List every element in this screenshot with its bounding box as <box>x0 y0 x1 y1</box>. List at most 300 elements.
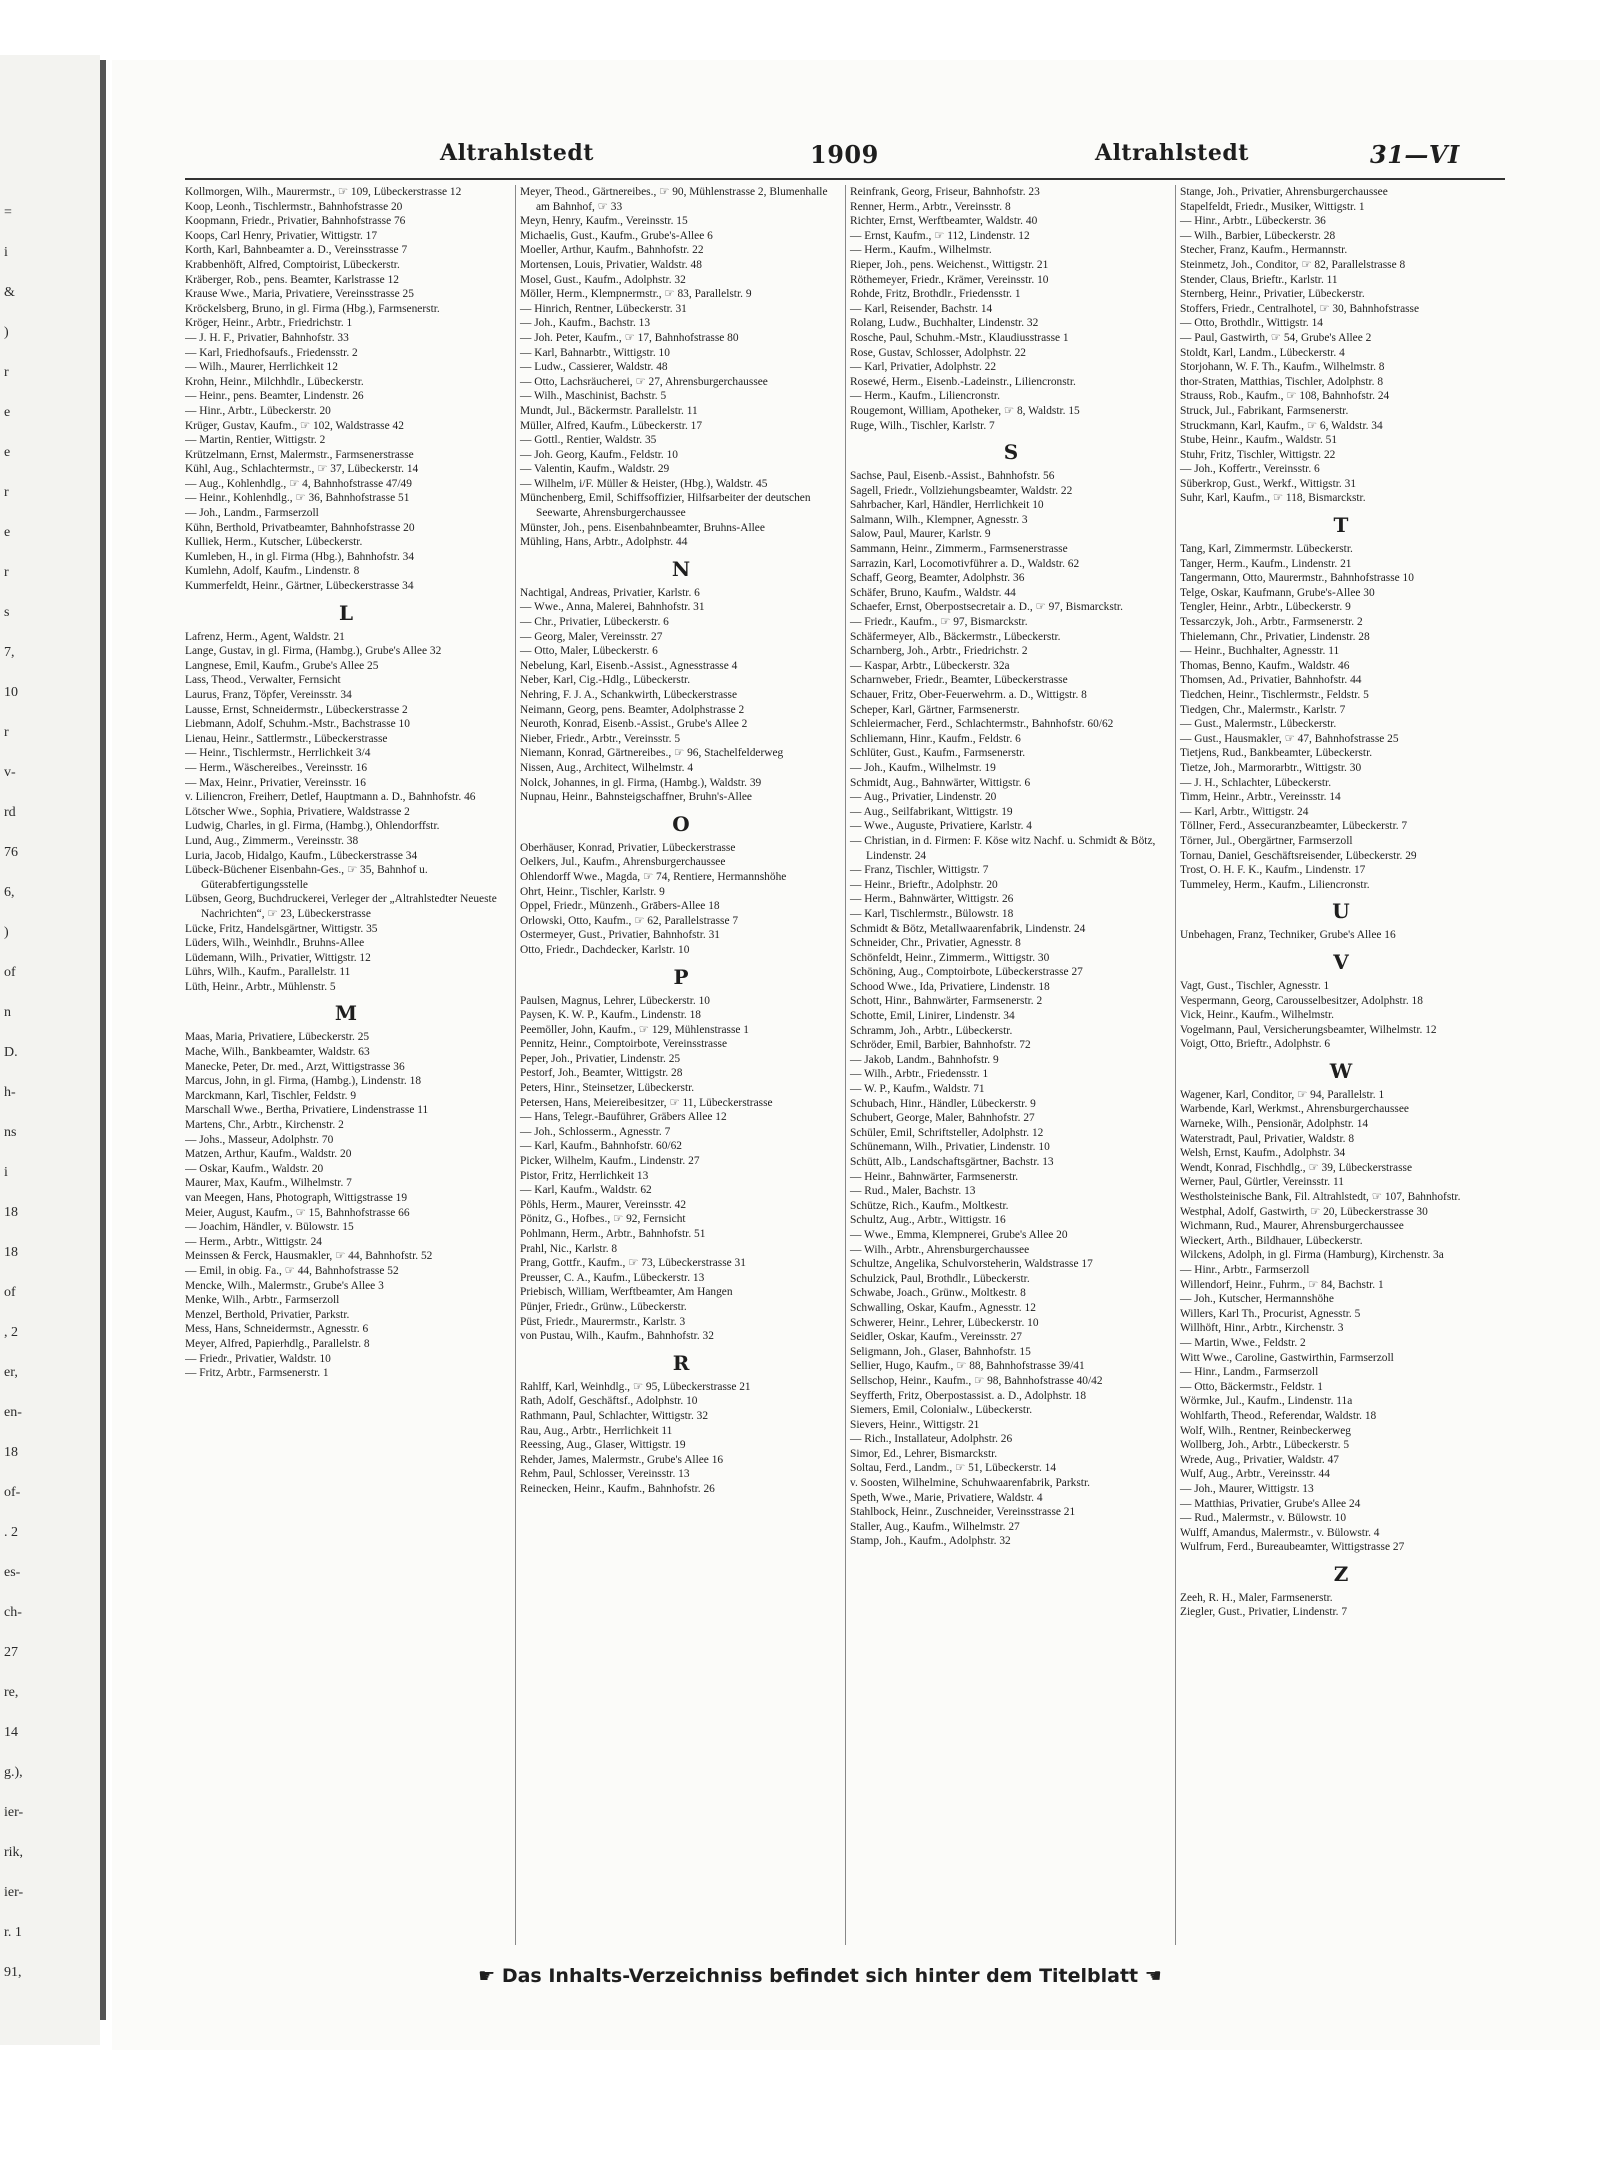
directory-entry: Schmidt, Aug., Bahnwärter, Wittigstr. 6 <box>850 776 1031 789</box>
directory-entry: Stube, Heinr., Kaufm., Waldstr. 51 <box>1180 434 1338 447</box>
directory-entry: Staller, Aug., Kaufm., Wilhelmstr. 27 <box>850 1520 1020 1533</box>
directory-entry: — Karl, Kaufm., Waldstr. 62 <box>520 1184 652 1197</box>
directory-entry: Timm, Heinr., Arbtr., Vereinsstr. 14 <box>1180 791 1341 804</box>
directory-entry: Seligmann, Joh., Glaser, Bahnhofstr. 15 <box>850 1345 1031 1358</box>
directory-entry: Schultz, Aug., Arbtr., Wittigstr. 16 <box>850 1214 1006 1227</box>
section-letter: U <box>1332 899 1350 924</box>
directory-entry: Liebmann, Adolf, Schuhm.-Mstr., Bachstrasse 10 <box>185 718 410 731</box>
edge-fragment: v- <box>4 765 16 780</box>
section-letter: T <box>1333 513 1349 538</box>
directory-entry: — Heinr., Kohlenhdlg., ☞ 36, Bahnhofstrasse 51 <box>185 492 410 505</box>
directory-entry: Ohlendorff Wwe., Magda, ☞ 74, Rentiere, Hermannshöhe <box>520 870 787 883</box>
directory-entry: Sagell, Friedr., Vollziehungsbeamter, Waldstr. 22 <box>850 484 1073 497</box>
directory-entry: Schünemann, Wilh., Privatier, Lindenstr. 10 <box>850 1141 1050 1154</box>
directory-entry: Meyer, Theod., Gärtnereibes., ☞ 90, Mühlenstrasse 2, Blumenhalle am Bahnhof, ☞ 33 <box>520 186 828 213</box>
edge-fragment: i <box>4 245 8 260</box>
directory-entry: Westholsteinische Bank, Fil. Altrahlstedt, ☞ 107, Bahnhofstr. <box>1180 1191 1461 1204</box>
edge-fragment: of- <box>4 1485 21 1500</box>
directory-entry: Wrede, Aug., Privatier, Waldstr. 47 <box>1180 1453 1339 1466</box>
directory-entry: Ludwig, Charles, in gl. Firma, (Hambg.), Ohlendorffstr. <box>185 820 440 833</box>
edge-fragment: 76 <box>4 845 18 860</box>
edge-fragment: e <box>4 445 11 460</box>
directory-entry: — Otto, Bäckermstr., Feldstr. 1 <box>1180 1380 1324 1393</box>
directory-entry: — Fritz, Arbtr., Farmsenerstr. 1 <box>185 1367 329 1380</box>
directory-entry: Krüger, Gustav, Kaufm., ☞ 102, Waldstrasse 42 <box>185 419 404 432</box>
directory-entry: Petersen, Hans, Meiereibesitzer, ☞ 11, Lübeckerstrasse <box>520 1096 773 1109</box>
section-letter: R <box>672 1350 690 1375</box>
directory-entry: — Karl, Reisender, Bachstr. 14 <box>850 302 993 315</box>
directory-entry: Stoldt, Karl, Landm., Lübeckerstr. 4 <box>1180 346 1345 359</box>
directory-entry: Nehring, F. J. A., Schankwirth, Lübeckerstrasse <box>520 689 738 701</box>
edge-fragment: 6, <box>4 885 15 900</box>
page-header <box>150 140 1530 176</box>
directory-entry: Salow, Paul, Maurer, Karlstr. 9 <box>850 528 991 541</box>
directory-entry: Trost, O. H. F. K., Kaufm., Lindenstr. 17 <box>1180 864 1366 877</box>
directory-entry: Soltau, Ferd., Landm., ☞ 51, Lübeckerstr. 14 <box>850 1462 1057 1475</box>
directory-entry: — Karl, Bahnarbtr., Wittigstr. 10 <box>520 346 670 359</box>
directory-entry: Mühling, Hans, Arbtr., Adolphstr. 44 <box>520 536 688 549</box>
pointing-hand-left-icon: ☚ <box>1144 1965 1162 1987</box>
directory-entry: Renner, Herm., Arbtr., Vereinsstr. 8 <box>850 200 1011 213</box>
directory-entry: Stapelfeldt, Friedr., Musiker, Wittigstr. 1 <box>1180 200 1365 213</box>
directory-entry: Tietze, Joh., Marmorarbtr., Wittigstr. 30 <box>1180 761 1362 774</box>
directory-entry: — Wilh., Maschinist, Bachstr. 5 <box>520 390 667 403</box>
directory-entry: Püst, Friedr., Maurermstr., Karlstr. 3 <box>520 1315 686 1328</box>
edge-fragment: n <box>4 1005 11 1020</box>
edge-fragment: D. <box>4 1045 18 1060</box>
directory-entry: — Gust., Hausmakler, ☞ 47, Bahnhofstrasse 25 <box>1180 732 1399 745</box>
footer-notice <box>440 1965 1200 1995</box>
directory-entry: Rosche, Paul, Schuhm.-Mstr., Klaudiusstrasse 1 <box>850 331 1069 344</box>
directory-entry: Lüdemann, Wilh., Privatier, Wittigstr. 12 <box>185 951 371 964</box>
directory-entry: Sammann, Heinr., Zimmerm., Farmsenerstrasse <box>850 543 1068 556</box>
directory-entry: Kumlehn, Adolf, Kaufm., Lindenstr. 8 <box>185 565 360 578</box>
directory-entry: — Heinr., Brieftr., Adolphstr. 20 <box>850 878 998 891</box>
directory-entry: Oppel, Friedr., Münzenh., Grābers-Allee 18 <box>520 900 720 913</box>
edge-fragment: 18 <box>4 1205 18 1220</box>
edge-fragment: r <box>4 365 9 380</box>
directory-entry: Seidler, Oskar, Kaufm., Vereinsstr. 27 <box>850 1331 1022 1344</box>
directory-entry: Maurer, Max, Kaufm., Wilhelmstr. 7 <box>185 1177 352 1190</box>
directory-entry: van Meegen, Hans, Photograph, Wittigstrasse 19 <box>185 1192 408 1204</box>
directory-entry: Stamp, Joh., Kaufm., Adolphstr. 32 <box>850 1535 1011 1548</box>
directory-entry: Waterstradt, Paul, Privatier, Waldstr. 8 <box>1180 1132 1355 1145</box>
section-letter: P <box>673 964 689 989</box>
edge-fragment: g.), <box>4 1765 23 1780</box>
directory-entry: Scharnweber, Friedr., Beamter, Lübeckerstrasse <box>850 674 1068 687</box>
directory-entry: Kulliek, Herm., Kutscher, Lübeckerstr. <box>185 536 363 549</box>
edge-fragment: es- <box>4 1565 21 1580</box>
section-letter: M <box>334 1001 358 1026</box>
edge-fragment: en- <box>4 1405 22 1420</box>
edge-fragment: 7, <box>4 645 15 660</box>
directory-entry: Peper, Joh., Privatier, Lindenstr. 25 <box>520 1052 681 1065</box>
directory-entry: — Herm., Kaufm., Liliencronstr. <box>850 390 1000 403</box>
directory-entry: — Joh., Maurer, Wittigstr. 13 <box>1180 1482 1314 1495</box>
directory-entry: Tessarczyk, Joh., Arbtr., Farmsenerstr. 2 <box>1180 616 1363 629</box>
directory-entry: von Pustau, Wilh., Kaufm., Bahnhofstr. 32 <box>520 1330 714 1343</box>
directory-entry: Schubert, George, Maler, Bahnhofstr. 27 <box>850 1112 1035 1125</box>
directory-entry: Marcus, John, in gl. Firma, (Hambg.), Lindenstr. 18 <box>185 1075 422 1088</box>
directory-columns <box>185 185 1505 1945</box>
directory-entry: Lange, Gustav, in gl. Firma, (Hambg.), Grube's Allee 32 <box>185 645 442 658</box>
edge-fragment: 27 <box>4 1645 18 1660</box>
directory-entry: Stange, Joh., Privatier, Ahrensburgerchaussee <box>1180 186 1388 198</box>
edge-fragment: 18 <box>4 1445 18 1460</box>
directory-entry: Koops, Carl Henry, Privatier, Wittigstr. 17 <box>185 229 378 242</box>
directory-entry: Lass, Theod., Verwalter, Fernsicht <box>185 674 341 687</box>
directory-entry: Stahlbock, Heinr., Zuschneider, Vereinsstrasse 21 <box>850 1506 1076 1519</box>
directory-entry: — Heinr., Buchhalter, Agnesstr. 11 <box>1180 645 1340 658</box>
directory-entry: Möller, Herm., Klempnermstr., ☞ 83, Parallelstr. 9 <box>520 288 752 301</box>
directory-entry: Wieckert, Arth., Bildhauer, Lübeckerstr. <box>1180 1234 1363 1247</box>
edge-fragment: rd <box>4 805 16 820</box>
directory-entry: Schäfermeyer, Alb., Bäckermstr., Lübeckerstr. <box>850 630 1061 643</box>
directory-entry: Schäfer, Bruno, Kaufm., Waldstr. 44 <box>850 586 1016 599</box>
directory-entry: Nolck, Johannes, in gl. Firma, (Hambg.), Waldstr. 39 <box>520 776 762 789</box>
directory-entry: Sellier, Hugo, Kaufm., ☞ 88, Bahnhofstrasse 39/41 <box>850 1360 1085 1373</box>
edge-fragment: ) <box>4 925 9 940</box>
directory-entry: Rehder, James, Malermstr., Grube's Allee 16 <box>520 1453 724 1466</box>
directory-entry: Suhr, Karl, Kaufm., ☞ 118, Bismarckstr. <box>1180 492 1366 505</box>
directory-entry: Meinssen & Ferck, Hausmakler, ☞ 44, Bahnhofstr. 52 <box>185 1250 433 1263</box>
section-letter: S <box>1003 440 1019 465</box>
edge-fragment: = <box>4 205 12 220</box>
directory-entry: Pohlmann, Herm., Arbtr., Bahnhofstr. 51 <box>520 1228 706 1240</box>
directory-entry: — Karl, Arbtr., Wittigstr. 24 <box>1180 805 1309 818</box>
edge-fragment: r <box>4 565 9 580</box>
directory-entry: Reessing, Aug., Glaser, Wittigstr. 19 <box>520 1439 686 1452</box>
directory-entry: — Franz, Tischler, Wittigstr. 7 <box>850 864 989 877</box>
directory-entry: Mortensen, Louis, Privatier, Waldstr. 48 <box>520 258 702 271</box>
directory-entry: — Joh. Georg, Kaufm., Feldstr. 10 <box>520 448 678 461</box>
footer-notice-text: Das Inhalts-Verzeichniss befindet sich hinter dem Titelblatt <box>501 1965 1139 1987</box>
edge-fragment: s <box>4 605 10 620</box>
directory-entry: — Ernst, Kaufm., ☞ 112, Lindenstr. 12 <box>850 229 1030 242</box>
directory-entry: Schramm, Joh., Arbtr., Lübeckerstr. <box>850 1024 1013 1037</box>
directory-entry: Wörmke, Jul., Kaufm., Lindenstr. 11a <box>1180 1395 1353 1408</box>
directory-entry: Lüth, Heinr., Arbtr., Mühlenstr. 5 <box>185 980 336 993</box>
directory-entry: v. Soosten, Wilhelmine, Schuhwaarenfabrik, Parkstr. <box>850 1477 1090 1490</box>
directory-entry: Schulzick, Paul, Brothdlr., Lübeckerstr. <box>850 1272 1030 1285</box>
directory-entry: Willhöft, Hinr., Arbtr., Kirchenstr. 3 <box>1180 1322 1344 1335</box>
directory-entry: Paysen, K. W. P., Kaufm., Lindenstr. 18 <box>520 1009 701 1022</box>
directory-entry: — Rud., Malermstr., v. Bülowstr. 10 <box>1180 1512 1347 1525</box>
directory-entry: Moeller, Arthur, Kaufm., Bahnhofstr. 22 <box>520 244 704 257</box>
directory-entry: Nieber, Friedr., Arbtr., Vereinsstr. 5 <box>520 732 681 745</box>
directory-entry: Wohlfarth, Theod., Referendar, Waldstr. 18 <box>1180 1409 1377 1422</box>
directory-entry: — J. H. F., Privatier, Bahnhofstr. 33 <box>185 331 349 344</box>
directory-entry: Koop, Leonh., Tischlermstr., Bahnhofstrasse 20 <box>185 200 403 213</box>
directory-entry: Sachse, Paul, Eisenb.-Assist., Bahnhofstr. 56 <box>850 470 1055 483</box>
directory-entry: Warneke, Wilh., Pensionär, Adolphstr. 14 <box>1180 1118 1369 1131</box>
section-letter: O <box>672 811 690 836</box>
directory-entry: Willendorf, Heinr., Fuhrm., ☞ 84, Bachstr. 1 <box>1180 1278 1384 1291</box>
directory-entry: — Heinr., Tischlermstr., Herrlichkeit 3/4 <box>185 747 371 760</box>
directory-entry: Schwabe, Joach., Grünw., Moltkestr. 8 <box>850 1287 1026 1300</box>
directory-entry: Schott, Hinr., Bahnwärter, Farmsenerstr. 2 <box>850 995 1043 1008</box>
directory-entry: Vagt, Gust., Tischler, Agnesstr. 1 <box>1180 979 1330 992</box>
edge-fragment: of <box>4 965 16 980</box>
directory-entry: Schüler, Emil, Schriftsteller, Adolphstr. 12 <box>850 1126 1044 1139</box>
directory-entry: Rath, Adolf, Geschäftsf., Adolphstr. 10 <box>520 1395 698 1408</box>
directory-entry: Tanger, Herm., Kaufm., Lindenstr. 21 <box>1180 557 1352 570</box>
directory-entry: Rahlff, Karl, Weinhdlg., ☞ 95, Lübeckerstrasse 21 <box>520 1380 751 1393</box>
directory-entry: Lund, Aug., Zimmerm., Vereinsstr. 38 <box>185 834 359 847</box>
directory-entry: Schaff, Georg, Beamter, Adolphstr. 36 <box>850 572 1025 585</box>
edge-fragment: . 2 <box>4 1525 18 1540</box>
directory-entry: — Aug., Kohlenhdlg., ☞ 4, Bahnhofstrasse 47/49 <box>185 477 412 490</box>
directory-entry: Speth, Wwe., Marie, Privatiere, Waldstr. 4 <box>850 1491 1043 1504</box>
directory-entry: Süberkrop, Gust., Werkf., Wittigstr. 31 <box>1180 477 1357 490</box>
directory-entry: Marckmann, Karl, Tischler, Feldstr. 9 <box>185 1089 357 1102</box>
directory-entry: Koopmann, Friedr., Privatier, Bahnhofstrasse 76 <box>185 215 406 228</box>
directory-entry: — Kaspar, Arbtr., Lübeckerstr. 32a <box>850 659 1010 672</box>
directory-entry: Prang, Gottfr., Kaufm., ☞ 73, Lübeckerstrasse 31 <box>520 1257 746 1270</box>
directory-entry: Schütt, Alb., Landschaftsgärtner, Bachstr. 13 <box>850 1156 1054 1168</box>
directory-entry: Neber, Karl, Cig.-Hdlg., Lübeckerstr. <box>520 674 691 687</box>
directory-entry: — Wilh., Maurer, Herrlichkeit 12 <box>185 361 338 374</box>
directory-entry: Nebelung, Karl, Eisenb.-Assist., Agnesstrasse 4 <box>520 659 738 672</box>
directory-entry: Sellschop, Heinr., Kaufm., ☞ 98, Bahnhofstrasse 40/42 <box>850 1374 1103 1387</box>
directory-entry: Krützelmann, Ernst, Malermstr., Farmsenerstrasse <box>185 448 414 461</box>
header-town-right: Altrahlstedt <box>1095 140 1249 166</box>
directory-entry: Mache, Wilh., Bankbeamter, Waldstr. 63 <box>185 1046 370 1059</box>
directory-entry: Krause Wwe., Maria, Privatiere, Vereinsstrasse 25 <box>185 288 414 301</box>
directory-entry: v. Liliencron, Freiherr, Detlef, Hauptmann a. D., Bahnhofstr. 46 <box>185 791 476 804</box>
directory-entry: — Herm., Arbtr., Wittigstr. 24 <box>185 1235 322 1248</box>
directory-entry: Wichmann, Rud., Maurer, Ahrensburgerchaussee <box>1180 1220 1404 1233</box>
directory-entry: Simor, Ed., Lehrer, Bismarckstr. <box>850 1447 998 1460</box>
directory-entry: Werner, Paul, Gürtler, Vereinsstr. 11 <box>1180 1176 1344 1189</box>
directory-entry: Wulfrum, Ferd., Bureaubeamter, Wittigstrasse 27 <box>1180 1541 1405 1554</box>
directory-column-3 <box>845 185 1172 1945</box>
directory-entry: Krabbenhöft, Alfred, Comptoirist, Lübeckerstr. <box>185 258 400 271</box>
directory-entry: — Wilh., Arbtr., Ahrensburgerchaussee <box>850 1243 1030 1256</box>
directory-entry: Vespermann, Georg, Carousselbesitzer, Adolphstr. 18 <box>1180 994 1423 1007</box>
directory-entry: — Ludw., Cassierer, Waldstr. 48 <box>520 361 668 374</box>
directory-entry: — Joh., Kaufm., Bachstr. 13 <box>520 317 651 330</box>
directory-entry: Lienau, Heinr., Sattlermstr., Lübeckerstrasse <box>185 732 388 745</box>
directory-entry: Schubach, Hinr., Händler, Lübeckerstr. 9 <box>850 1097 1036 1110</box>
directory-entry: Tummeley, Herm., Kaufm., Liliencronstr. <box>1180 878 1370 891</box>
directory-entry: Welsh, Ernst, Kaufm., Adolphstr. 34 <box>1180 1147 1346 1160</box>
directory-entry: Rolang, Ludw., Buchhalter, Lindenstr. 32 <box>850 317 1039 330</box>
directory-entry: Schultze, Angelika, Schulvorsteherin, Waldstrasse 17 <box>850 1258 1093 1271</box>
directory-entry: Salmann, Wilh., Klempner, Agnesstr. 3 <box>850 513 1028 526</box>
directory-entry: — Aug., Seilfabrikant, Wittigstr. 19 <box>850 805 1013 818</box>
directory-entry: Schlüter, Gust., Kaufm., Farmsenerstr. <box>850 747 1026 760</box>
directory-entry: Schwalling, Oskar, Kaufm., Agnesstr. 12 <box>850 1301 1036 1314</box>
directory-entry: — Friedr., Privatier, Waldstr. 10 <box>185 1352 331 1365</box>
section-letter: L <box>338 600 354 625</box>
directory-entry: Sahrbacher, Karl, Händler, Herrlichkeit 10 <box>850 499 1044 512</box>
header-page-number: 31—VI <box>1370 140 1460 169</box>
edge-fragment: h- <box>4 1085 16 1100</box>
directory-entry: Peemöller, John, Kaufm., ☞ 129, Mühlenstrasse 1 <box>520 1023 749 1036</box>
directory-entry: Krohn, Heinr., Milchhdlr., Lübeckerstr. <box>185 375 364 388</box>
directory-entry: Wulf, Aug., Arbtr., Vereinsstr. 44 <box>1180 1468 1330 1481</box>
edge-fragment: & <box>4 285 15 300</box>
directory-entry: Kröckelsberg, Bruno, in gl. Firma (Hbg.), Farmsenerstr. <box>185 302 440 315</box>
directory-entry: Scheper, Karl, Gärtner, Farmsenerstr. <box>850 703 1020 716</box>
directory-entry: — Chr., Privatier, Lübeckerstr. 6 <box>520 616 669 629</box>
directory-entry: Rathmann, Paul, Schlachter, Wittigstr. 32 <box>520 1409 709 1422</box>
directory-entry: Vick, Heinr., Kaufm., Wilhelmstr. <box>1180 1009 1334 1022</box>
directory-entry: — Karl, Tischlermstr., Bülowstr. 18 <box>850 907 1014 920</box>
directory-entry: — Herm., Kaufm., Wilhelmstr. <box>850 244 992 257</box>
directory-entry: Ruge, Wilh., Tischler, Karlstr. 7 <box>850 419 995 432</box>
directory-entry: Pönitz, G., Hofbes., ☞ 92, Fernsicht <box>520 1213 686 1226</box>
directory-entry: Stecher, Franz, Kaufm., Hermannstr. <box>1180 244 1348 257</box>
directory-entry: Pistor, Fritz, Herrlichkeit 13 <box>520 1169 649 1182</box>
directory-entry: — Martin, Wwe., Feldstr. 2 <box>1180 1336 1306 1349</box>
directory-entry: — Matthias, Privatier, Grube's Allee 24 <box>1180 1497 1361 1510</box>
directory-entry: — Max, Heinr., Privatier, Vereinsstr. 16 <box>185 776 366 789</box>
directory-entry: Schleiermacher, Ferd., Schlachtermstr., Bahnhofstr. 60/62 <box>850 718 1114 731</box>
directory-entry: Schütze, Rich., Kaufm., Moltkestr. <box>850 1199 1009 1212</box>
directory-entry: — Wilh., Arbtr., Friedensstr. 1 <box>850 1068 989 1081</box>
directory-entry: Müller, Alfred, Kaufm., Lübeckerstr. 17 <box>520 419 703 432</box>
edge-fragment: r <box>4 725 9 740</box>
directory-entry: — Johs., Masseur, Adolphstr. 70 <box>185 1133 334 1146</box>
directory-column-2 <box>515 185 842 1945</box>
directory-entry: Wolf, Wilh., Rentner, Reinbeckerweg <box>1180 1424 1351 1437</box>
directory-entry: Vogelmann, Paul, Versicherungsbeamter, Wilhelmstr. 12 <box>1180 1023 1437 1036</box>
directory-entry: Maas, Maria, Privatiere, Lübeckerstr. 25 <box>185 1031 370 1044</box>
directory-entry: Kumleben, H., in gl. Firma (Hbg.), Bahnhofstr. 34 <box>185 550 415 563</box>
pointing-hand-right-icon: ☛ <box>478 1965 496 1987</box>
directory-entry: Kröger, Heinr., Arbtr., Friedrichstr. 1 <box>185 317 353 330</box>
directory-entry: Peters, Hinr., Steinsetzer, Lübeckerstr. <box>520 1082 695 1095</box>
directory-entry: Michaelis, Gust., Kaufm., Grube's-Allee 6 <box>520 229 713 242</box>
directory-entry: — Joh., Kutscher, Hermannshöhe <box>1180 1293 1334 1306</box>
directory-entry: — Hinr., Arbtr., Lübeckerstr. 20 <box>185 404 331 417</box>
directory-entry: — Valentin, Kaufm., Waldstr. 29 <box>520 463 670 476</box>
directory-entry: Meyer, Alfred, Papierhdlg., Parallelstr. 8 <box>185 1337 370 1350</box>
directory-entry: — Heinr., Bahnwärter, Farmsenerstr. <box>850 1170 1019 1183</box>
directory-entry: Neimann, Georg, pens. Beamter, Adolphstrasse 2 <box>520 703 745 716</box>
directory-entry: Schmidt & Bötz, Metallwaarenfabrik, Lindenstr. 24 <box>850 922 1086 935</box>
directory-entry: Sarrazin, Karl, Locomotivführer a. D., Waldstr. 62 <box>850 557 1080 570</box>
directory-entry: Prahl, Nic., Karlstr. 8 <box>520 1242 618 1255</box>
directory-column-1 <box>185 185 507 1945</box>
directory-entry: — Rud., Maler, Bachstr. 13 <box>850 1185 976 1198</box>
directory-entry: Willers, Karl Th., Procurist, Agnesstr. 5 <box>1180 1307 1361 1320</box>
directory-entry: — Herm., Wäschereibes., Vereinsstr. 16 <box>185 761 368 774</box>
directory-entry: Orlowski, Otto, Kaufm., ☞ 62, Parallelstrasse 7 <box>520 914 739 927</box>
directory-entry: Manecke, Peter, Dr. med., Arzt, Wittigstrasse 36 <box>185 1060 405 1073</box>
directory-entry: Törner, Jul., Obergärtner, Farmserzoll <box>1180 834 1353 847</box>
directory-entry: Zeeh, R. H., Maler, Farmsenerstr. <box>1180 1591 1333 1604</box>
directory-entry: Stoffers, Friedr., Centralhotel, ☞ 30, Bahnhofstrasse <box>1180 302 1420 315</box>
directory-entry: Menzel, Berthold, Privatier, Parkstr. <box>185 1308 350 1321</box>
directory-entry: — Aug., Privatier, Lindenstr. 20 <box>850 791 997 804</box>
previous-page-edge <box>0 55 100 2045</box>
directory-entry: Tietjens, Rud., Bankbeamter, Lübeckerstr. <box>1180 747 1373 760</box>
directory-entry: Tiedgen, Chr., Malermstr., Karlstr. 7 <box>1180 703 1346 716</box>
directory-entry: — J. H., Schlachter, Lübeckerstr. <box>1180 776 1332 789</box>
directory-entry: — Hans, Telegr.-Bauführer, Gräbers Allee 12 <box>520 1111 727 1124</box>
directory-entry: — Otto, Maler, Lübeckerstr. 6 <box>520 645 658 658</box>
directory-entry: Westphal, Adolf, Gastwirth, ☞ 20, Lübeckerstrasse 30 <box>1180 1205 1428 1218</box>
directory-entry: — Wwe., Auguste, Privatiere, Karlstr. 4 <box>850 820 1033 833</box>
directory-entry: Thomas, Benno, Kaufm., Waldstr. 46 <box>1180 659 1350 672</box>
directory-entry: Otto, Friedr., Dachdecker, Karlstr. 10 <box>520 943 690 956</box>
directory-entry: — Hinr., Arbtr., Farmserzoll <box>1180 1264 1310 1276</box>
directory-entry: Schaefer, Ernst, Oberpostsecretair a. D., ☞ 97, Bismarckstr. <box>850 601 1123 614</box>
directory-entry: Wagener, Karl, Conditor, ☞ 94, Parallelstr. 1 <box>1180 1088 1385 1101</box>
directory-entry: Laurus, Franz, Töpfer, Vereinsstr. 34 <box>185 689 352 701</box>
directory-entry: Rieper, Joh., pens. Weichenst., Wittigstr. 21 <box>850 258 1049 271</box>
section-letter: W <box>1329 1058 1353 1083</box>
directory-entry: Pennitz, Heinr., Comptoirbote, Vereinsstrasse <box>520 1038 728 1051</box>
directory-entry: Oelkers, Jul., Kaufm., Ahrensburgerchaussee <box>520 856 726 869</box>
directory-entry: Schliemann, Hinr., Kaufm., Feldstr. 6 <box>850 732 1021 745</box>
section-letter: V <box>1333 949 1349 974</box>
directory-entry: Rau, Aug., Arbtr., Herrlichkeit 11 <box>520 1424 673 1437</box>
directory-entry: — Karl, Kaufm., Bahnhofstr. 60/62 <box>520 1140 682 1153</box>
directory-entry: Schood Wwe., Ida, Privatiere, Lindenstr. 18 <box>850 980 1050 993</box>
directory-entry: Münchenberg, Emil, Schiffsoffizier, Hilfsarbeiter der deutschen Seewarte, Ahrensburgerchaussee <box>520 492 811 520</box>
directory-entry: Matzen, Arthur, Kaufm., Waldstr. 20 <box>185 1148 352 1161</box>
directory-entry: — Karl, Privatier, Adolphstr. 22 <box>850 361 997 374</box>
directory-entry: Schönfeldt, Heinr., Zimmerm., Wittigstr. 30 <box>850 951 1050 964</box>
directory-entry: — Gottl., Rentier, Waldstr. 35 <box>520 434 657 447</box>
directory-entry: Röthemeyer, Friedr., Krämer, Vereinsstr. 10 <box>850 273 1049 286</box>
directory-entry: Kräberger, Rob., pens. Beamter, Karlstrasse 12 <box>185 273 399 286</box>
header-rule <box>185 178 1505 180</box>
directory-entry: — Emil, in obig. Fa., ☞ 44, Bahnhofstrasse 52 <box>185 1264 399 1277</box>
directory-entry: Mencke, Wilh., Malermstr., Grube's Allee 3 <box>185 1279 384 1292</box>
directory-entry: Struck, Jul., Fabrikant, Farmsenerstr. <box>1180 404 1349 417</box>
directory-entry: — Paul, Gastwirth, ☞ 54, Grube's Allee 2 <box>1180 331 1372 344</box>
directory-entry: Wilckens, Adolph, in gl. Firma (Hamburg), Kirchenstr. 3a <box>1180 1249 1444 1262</box>
directory-entry: Preusser, C. A., Kaufm., Lübeckerstr. 13 <box>520 1271 705 1284</box>
directory-entry: Richter, Ernst, Werftbeamter, Waldstr. 40 <box>850 215 1038 228</box>
directory-entry: — Hinr., Landm., Farmserzoll <box>1180 1366 1319 1379</box>
directory-entry: Stuhr, Fritz, Tischler, Wittigstr. 22 <box>1180 448 1336 461</box>
directory-entry: Reinecken, Heinr., Kaufm., Bahnhofstr. 26 <box>520 1482 715 1495</box>
edge-fragment: r. 1 <box>4 1925 22 1940</box>
directory-entry: — Joh., Kaufm., Wilhelmstr. 19 <box>850 761 996 774</box>
directory-entry: Menke, Wilh., Arbtr., Farmserzoll <box>185 1294 340 1307</box>
directory-entry: — Wwe., Emma, Klempnerei, Grube's Allee 20 <box>850 1228 1068 1241</box>
directory-entry: Töllner, Ferd., Assecuranzbeamter, Lübeckerstr. 7 <box>1180 820 1408 833</box>
edge-fragment: 14 <box>4 1725 18 1740</box>
directory-entry: Mosel, Gust., Kaufm., Adolphstr. 32 <box>520 273 686 286</box>
directory-entry: Tengler, Heinr., Arbtr., Lübeckerstr. 9 <box>1180 601 1351 614</box>
directory-entry: Schauer, Fritz, Ober-Feuerwehrm. a. D., Wittigstr. 8 <box>850 689 1087 701</box>
edge-fragment: of <box>4 1285 16 1300</box>
directory-entry: Thomsen, Ad., Privatier, Bahnhofstr. 44 <box>1180 674 1362 687</box>
directory-entry: Witt Wwe., Caroline, Gastwirthin, Farmserzoll <box>1180 1351 1394 1364</box>
directory-entry: Strauss, Rob., Kaufm., ☞ 108, Bahnhofstr. 24 <box>1180 390 1390 403</box>
directory-entry: — Wilh., Barbier, Lübeckerstr. 28 <box>1180 229 1336 242</box>
directory-entry: Schneider, Chr., Privatier, Agnesstr. 8 <box>850 937 1021 950</box>
directory-entry: — Joh., Landm., Farmserzoll <box>185 507 319 520</box>
header-year: 1909 <box>810 140 879 169</box>
directory-entry: — Otto, Brothdlr., Wittigstr. 14 <box>1180 317 1323 330</box>
directory-entry: — Gust., Malermstr., Lübeckerstr. <box>1180 718 1337 731</box>
directory-entry: Rohde, Fritz, Brothdlr., Friedensstr. 1 <box>850 288 1021 301</box>
directory-entry: — Oskar, Kaufm., Waldstr. 20 <box>185 1162 324 1175</box>
edge-fragment: ier- <box>4 1885 24 1900</box>
directory-entry: Lübeck-Büchener Eisenbahn-Ges., ☞ 35, Bahnhof u. Güterabfertigungsstelle <box>185 864 428 891</box>
directory-entry: — Joh., Schlosserm., Agnesstr. 7 <box>520 1125 671 1138</box>
directory-entry: Mundt, Jul., Bäckermstr. Parallelstr. 11 <box>520 404 698 417</box>
directory-entry: — W. P., Kaufm., Waldstr. 71 <box>850 1083 985 1096</box>
